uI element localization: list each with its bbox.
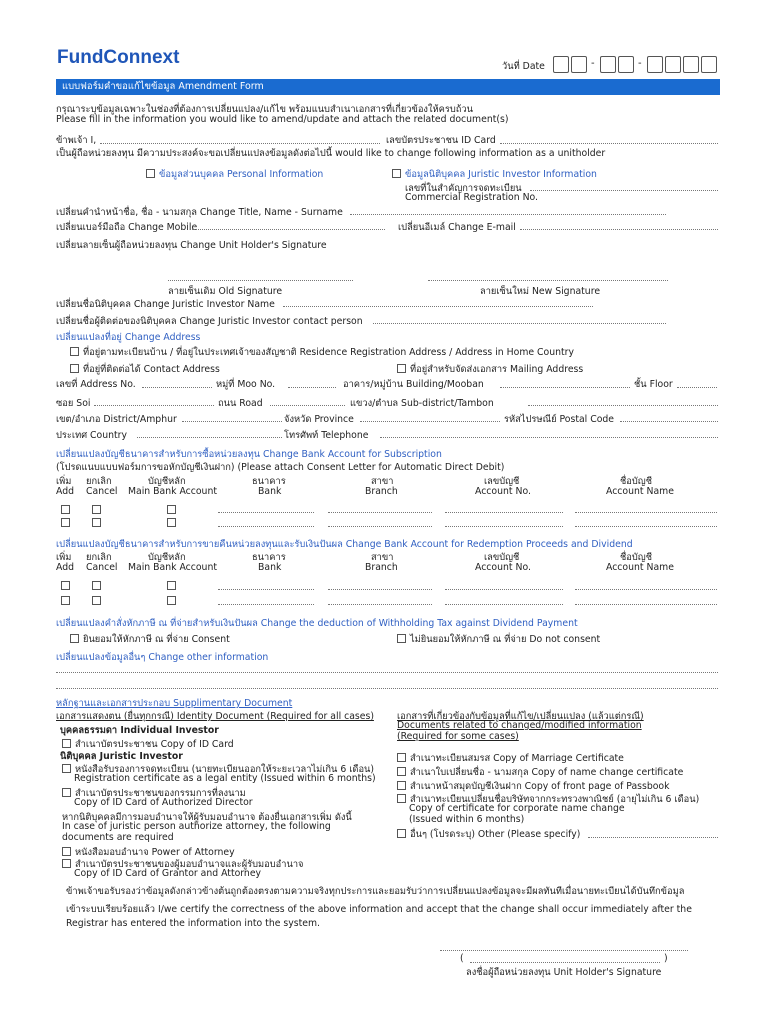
province-field[interactable] — [360, 421, 500, 422]
not-consent-option — [397, 632, 600, 647]
floor-field[interactable] — [677, 387, 717, 388]
col-cancel-english: Cancel — [86, 562, 118, 573]
building-field[interactable] — [500, 387, 630, 388]
director-id-thai: สำเนาบัตรประชาชนของกรรมการที่ลงนาม — [75, 788, 246, 799]
date-month-box-1[interactable] — [600, 56, 616, 73]
col-accname-thai: ชื่อบัญชี — [620, 552, 653, 563]
col-add-thai: เพิ่ม — [56, 476, 72, 487]
juristic-info-label: ข้อมูลนิติบุคคล Juristic Investor Information — [405, 169, 597, 180]
soi-label: ซอย Soi — [56, 398, 91, 409]
poa-note-english-2: documents are required — [62, 832, 174, 843]
registration-no-thai: เลขที่ในสำคัญการจดทะเบียน — [405, 183, 522, 194]
date-month-box-2[interactable] — [618, 56, 634, 73]
grantor-id-thai: สำเนาบัตรประชาชนของผู้มอบอำนาจและผู้รับมอบอำนาจ — [75, 859, 304, 870]
date-year-box-3[interactable] — [683, 56, 699, 73]
red-accno-field-1[interactable] — [445, 589, 563, 590]
not-consent-label: ไม่ยินยอมให้หักภาษี ณ ที่จ่าย Do not consent — [410, 634, 601, 645]
supplementary-heading: หลักฐานและเอกสารประกอบ Supplimentary Document — [56, 698, 293, 709]
residence-address-label: ที่อยู่ตามทะเบียนบ้าน / ที่อยู่ในประเทศเจ้าของสัญชาติ Residence Registration Address / Address in Home Country — [83, 347, 574, 358]
country-label: ประเทศ Country — [56, 430, 127, 441]
other-info-line-1[interactable] — [56, 672, 718, 673]
bank-subscription-note: (โปรดแนบแบบฟอร์มการขอหักบัญชีเงินฝาก) (Please attach Consent Letter for Automatic Direct Debit) — [56, 462, 505, 473]
change-mobile-label: เปลี่ยนเบอร์มือถือ Change Mobile — [56, 222, 198, 233]
old-signature-line[interactable] — [168, 280, 353, 281]
moo-field[interactable] — [288, 387, 336, 388]
subdistrict-field[interactable] — [528, 405, 718, 406]
mailing-address-label: ที่อยู่สำหรับจัดส่งเอกสาร Mailing Address — [410, 364, 584, 375]
col-accname-thai: ชื่อบัญชี — [620, 476, 653, 487]
date-separator: - — [638, 58, 642, 69]
unitholder-statement: เป็นผู้ถือหน่วยลงทุน มีความประสงค์จะขอเปลี่ยนแปลงข้อมูลดังต่อไปนี้ would like to change following information as a unitholder — [56, 148, 606, 159]
corp-name-change-thai: สำเนาทะเบียนเปลี่ยนชื่อบริษัทจากกระทรวงพาณิชย์ (อายุไม่เกิน 6 เดือน) — [410, 794, 700, 805]
red-add-checkbox-1[interactable] — [61, 581, 70, 590]
withholding-heading: เปลี่ยนแปลงคำสั่งหักภาษี ณ ที่จ่ายสำหรับเงินปันผล Change the deduction of Withholding Tax against Dividend Payment — [56, 618, 578, 629]
change-email-label: เปลี่ยนอีเมล์ Change E-mail — [398, 222, 516, 233]
id-card-field[interactable] — [500, 143, 718, 144]
red-branch-field-1[interactable] — [328, 589, 432, 590]
unitholder-signature-label: ลงชื่อผู้ถือหน่วยลงทุน Unit Holder's Signature — [466, 967, 662, 978]
registration-cert-english: Registration certificate as a legal entity (Issued within 6 months) — [74, 773, 376, 784]
col-main-english: Main Bank Account — [128, 562, 217, 573]
juristic-info-heading — [392, 167, 597, 182]
new-signature-line[interactable] — [428, 280, 668, 281]
registration-no-field[interactable] — [530, 190, 718, 191]
red-main-checkbox-1[interactable] — [167, 581, 176, 590]
residence-address-option — [70, 345, 574, 360]
soi-field[interactable] — [94, 405, 214, 406]
marriage-cert-checkbox[interactable] — [397, 753, 406, 762]
col-cancel-thai: ยกเลิก — [86, 476, 112, 487]
registration-cert-checkbox[interactable] — [62, 764, 71, 773]
col-add-english: Add — [56, 486, 74, 497]
grantor-id-checkbox[interactable] — [62, 859, 71, 868]
juristic-contact-field[interactable] — [373, 323, 666, 324]
red-branch-field-2[interactable] — [328, 604, 432, 605]
corp-name-change-english-1: Copy of certificate for corporate name change — [409, 803, 625, 814]
date-year-box-2[interactable] — [665, 56, 681, 73]
contact-address-label: ที่อยู่ที่ติดต่อได้ Contact Address — [83, 364, 220, 375]
red-main-checkbox-2[interactable] — [167, 596, 176, 605]
telephone-label: โทรศัพท์ Telephone — [284, 430, 369, 441]
director-id-checkbox[interactable] — [62, 788, 71, 797]
building-label: อาคาร/หมู่บ้าน Building/Mooban — [343, 379, 484, 390]
moo-label: หมู่ที่ Moo No. — [216, 379, 276, 390]
col-bank-english: Bank — [258, 562, 282, 573]
col-add-thai: เพิ่ม — [56, 552, 72, 563]
consent-option — [70, 632, 230, 647]
old-signature-label: ลายเซ็นเดิม Old Signature — [168, 286, 283, 297]
col-accname-english: Account Name — [606, 562, 674, 573]
red-accname-field-1[interactable] — [575, 589, 717, 590]
passbook-checkbox[interactable] — [397, 781, 406, 790]
i-label: ข้าพเจ้า I, — [56, 135, 97, 146]
date-day-box-2[interactable] — [571, 56, 587, 73]
address-no-label: เลขที่ Address No. — [56, 379, 136, 390]
mobile-field[interactable] — [190, 229, 385, 230]
col-branch-thai: สาขา — [371, 476, 394, 487]
email-field[interactable] — [520, 229, 718, 230]
juristic-doc-label: นิติบุคคล Juristic Investor — [60, 751, 183, 762]
intro-thai: กรุณาระบุข้อมูลเฉพาะในช่องที่ต้องการเปลี่ยนแปลง/แก้ไข พร้อมแนบสำเนาเอกสารที่เกี่ยวข้องให้ครบถ้วน — [56, 104, 473, 115]
juristic-name-label: เปลี่ยนชื่อนิติบุคคล Change Juristic Investor Name — [56, 299, 275, 310]
sub-main-checkbox-2[interactable] — [167, 518, 176, 527]
address-no-field[interactable] — [142, 387, 212, 388]
road-label: ถนน Road — [218, 398, 263, 409]
other-doc-field[interactable] — [588, 837, 718, 838]
director-id-english: Copy of ID Card of Authorized Director — [74, 797, 253, 808]
signature-name-field[interactable] — [470, 962, 660, 963]
name-change-checkbox[interactable] — [397, 767, 406, 776]
passbook-label: สำเนาหน้าสมุดบัญชีเงินฝาก Copy of front page of Passbook — [410, 781, 670, 792]
col-main-english: Main Bank Account — [128, 486, 217, 497]
signature-paren-close: ) — [664, 953, 668, 964]
date-separator: - — [591, 58, 595, 69]
personal-info-heading — [146, 167, 323, 182]
change-name-label: เปลี่ยนคำนำหน้าชื่อ, ชื่อ - นามสกุล Change Title, Name - Surname — [56, 207, 343, 218]
sub-accno-field-1[interactable] — [445, 512, 563, 513]
red-bank-field-1[interactable] — [218, 589, 314, 590]
name-change-label: สำเนาใบเปลี่ยนชื่อ - นามสกุล Copy of name change certificate — [410, 767, 684, 778]
sub-accno-field-2[interactable] — [445, 526, 563, 527]
juristic-info-checkbox[interactable] — [392, 169, 401, 178]
juristic-name-field[interactable] — [283, 306, 593, 307]
col-accno-thai: เลขบัญชี — [484, 552, 520, 563]
name-field[interactable] — [100, 143, 380, 144]
corp-name-change-checkbox[interactable] — [397, 794, 406, 803]
intro-english: Please fill in the information you would like to amend/update and attach the related document(s) — [56, 114, 509, 125]
col-accno-english: Account No. — [475, 562, 531, 573]
identity-doc-label: เอกสารแสดงตน (ยื่นทุกกรณี) Identity Document (Required for all cases) — [56, 711, 374, 722]
district-label: เขต/อำเภอ District/Amphur — [56, 414, 177, 425]
not-consent-checkbox[interactable] — [397, 634, 406, 643]
date-year-box-4[interactable] — [701, 56, 717, 73]
col-branch-thai: สาขา — [371, 552, 394, 563]
col-accname-english: Account Name — [606, 486, 674, 497]
poa-note-english-1: In case of juristic person authorize attorney, the following — [62, 821, 331, 832]
registration-cert-thai: หนังสือรับรองการจดทะเบียน (นายทะเบียนออกให้ระยะเวลาไม่เกิน 6 เดือน) — [75, 764, 375, 775]
bank-redemption-heading: เปลี่ยนแปลงบัญชีธนาคารสำหรับการขายคืนหน่วยลงทุนและรับเงินปันผล Change Bank Account for Redemption Proceeds and Dividend — [56, 539, 633, 550]
juristic-contact-label: เปลี่ยนชื่อผู้ติดต่อของนิติบุคคล Change Juristic Investor contact person — [56, 316, 363, 327]
col-branch-english: Branch — [365, 486, 398, 497]
sub-add-checkbox-1[interactable] — [61, 505, 70, 514]
certify-line-3: Registrar has entered the information into the system. — [66, 918, 320, 929]
copy-id-label: สำเนาบัตรประชาชน Copy of ID Card — [75, 739, 234, 750]
grantor-id-english: Copy of ID Card of Grantor and Attorney — [74, 868, 262, 879]
other-doc-label: อื่นๆ (โปรดระบุ) Other (Please specify) — [410, 829, 581, 840]
other-info-heading: เปลี่ยนแปลงข้อมูลอื่นๆ Change other information — [56, 652, 269, 663]
signature-paren-open: ( — [460, 953, 464, 964]
fundconnext-logo: FundConnext — [57, 47, 180, 68]
col-accno-english: Account No. — [475, 486, 531, 497]
red-bank-field-2[interactable] — [218, 604, 314, 605]
province-label: จังหวัด Province — [284, 414, 354, 425]
change-address-heading: เปลี่ยนแปลงที่อยู่ Change Address — [56, 332, 201, 343]
sub-main-checkbox-1[interactable] — [167, 505, 176, 514]
certify-line-2: เข้าระบบเรียบร้อยแล้ว I/we certify the correctness of the above information and accept that the change shall occur immediately after the — [66, 904, 692, 915]
consent-checkbox[interactable] — [70, 634, 79, 643]
date-label: วันที่ Date — [502, 61, 545, 72]
sub-branch-field-2[interactable] — [328, 526, 432, 527]
change-name-field[interactable] — [350, 214, 666, 215]
personal-info-checkbox[interactable] — [146, 169, 155, 178]
col-bank-thai: ธนาคาร — [252, 476, 286, 487]
date-year-box-1[interactable] — [647, 56, 663, 73]
form-title-bar: แบบฟอร์มคำขอแก้ไขข้อมูล Amendment Form — [56, 79, 720, 95]
poa-note-thai: หากนิติบุคคลมีการมอบอำนาจให้ผู้รับมอบอำนาจ ต้องยื่นเอกสารเพิ่ม ดังนี้ — [62, 812, 352, 823]
sub-accname-field-2[interactable] — [575, 526, 717, 527]
other-doc-option — [397, 827, 580, 842]
sub-cancel-checkbox-2[interactable] — [92, 518, 101, 527]
red-accname-field-2[interactable] — [575, 604, 717, 605]
country-field[interactable] — [137, 437, 282, 438]
sub-bank-field-2[interactable] — [218, 526, 314, 527]
contact-address-option — [70, 362, 220, 377]
individual-label: บุคคลธรรมดา Individual Investor — [60, 725, 219, 736]
consent-label: ยินยอมให้หักภาษี ณ ที่จ่าย Consent — [83, 634, 230, 645]
red-cancel-checkbox-2[interactable] — [92, 596, 101, 605]
mailing-address-option — [397, 362, 583, 377]
postal-code-field[interactable] — [620, 421, 718, 422]
new-signature-label: ลายเซ็นใหม่ New Signature — [480, 286, 601, 297]
subdistrict-label: แขวง/ตำบล Sub-district/Tambon — [350, 398, 494, 409]
related-doc-english-1: Documents related to changed/modified information — [397, 720, 642, 731]
col-add-english: Add — [56, 562, 74, 573]
col-branch-english: Branch — [365, 562, 398, 573]
floor-label: ชั้น Floor — [634, 379, 673, 390]
name-change-option — [397, 765, 683, 780]
copy-id-checkbox[interactable] — [62, 739, 71, 748]
road-field[interactable] — [270, 405, 345, 406]
telephone-field[interactable] — [380, 437, 718, 438]
sub-bank-field-1[interactable] — [218, 512, 314, 513]
date-day-box-1[interactable] — [553, 56, 569, 73]
residence-address-checkbox[interactable] — [70, 347, 79, 356]
col-bank-thai: ธนาคาร — [252, 552, 286, 563]
red-accno-field-2[interactable] — [445, 604, 563, 605]
registration-no-english: Commercial Registration No. — [405, 192, 539, 203]
personal-info-label: ข้อมูลส่วนบุคคล Personal Information — [159, 169, 324, 180]
mailing-address-checkbox[interactable] — [397, 364, 406, 373]
marriage-cert-label: สำเนาทะเบียนสมรส Copy of Marriage Certificate — [410, 753, 624, 764]
power-of-attorney-label: หนังสือมอบอำนาจ Power of Attorney — [75, 847, 235, 858]
sub-add-checkbox-2[interactable] — [61, 518, 70, 527]
other-info-line-2[interactable] — [56, 688, 718, 689]
col-bank-english: Bank — [258, 486, 282, 497]
district-field[interactable] — [182, 421, 282, 422]
id-card-label: เลขบัตรประชาชน ID Card — [386, 135, 496, 146]
red-add-checkbox-2[interactable] — [61, 596, 70, 605]
red-cancel-checkbox-1[interactable] — [92, 581, 101, 590]
bank-subscription-heading: เปลี่ยนแปลงบัญชีธนาคารสำหรับการซื้อหน่วยลงทุน Change Bank Account for Subscription — [56, 449, 442, 460]
marriage-cert-option — [397, 751, 624, 766]
col-cancel-english: Cancel — [86, 486, 118, 497]
change-signature-label: เปลี่ยนลายเซ็นผู้ถือหน่วยลงทุน Change Unit Holder's Signature — [56, 240, 327, 251]
certify-line-1: ข้าพเจ้าขอรับรองว่าข้อมูลดังกล่าวข้างต้นถูกต้องตรงตามความจริงทุกประการและยอมรับว่าการเปลี่ยนแปลงข้อมูลจะมีผลทันทีเมื่อนายทะเบียนได้บันทึกข้อมูล — [66, 886, 685, 897]
col-accno-thai: เลขบัญชี — [484, 476, 520, 487]
related-doc-thai: เอกสารที่เกี่ยวข้องกับข้อมูลที่แก้ไข/เปลี่ยนแปลง (แล้วแต่กรณี) — [397, 711, 644, 722]
other-doc-checkbox[interactable] — [397, 829, 406, 838]
corp-name-change-english-2: (Issued within 6 months) — [409, 814, 525, 825]
unitholder-signature-line[interactable] — [440, 950, 688, 951]
sub-branch-field-1[interactable] — [328, 512, 432, 513]
postal-code-label: รหัสไปรษณีย์ Postal Code — [504, 414, 615, 425]
col-main-thai: บัญชีหลัก — [148, 552, 186, 563]
col-main-thai: บัญชีหลัก — [148, 476, 186, 487]
col-cancel-thai: ยกเลิก — [86, 552, 112, 563]
related-doc-english-2: (Required for some cases) — [397, 731, 519, 742]
power-of-attorney-checkbox[interactable] — [62, 847, 71, 856]
sub-accname-field-1[interactable] — [575, 512, 717, 513]
contact-address-checkbox[interactable] — [70, 364, 79, 373]
sub-cancel-checkbox-1[interactable] — [92, 505, 101, 514]
